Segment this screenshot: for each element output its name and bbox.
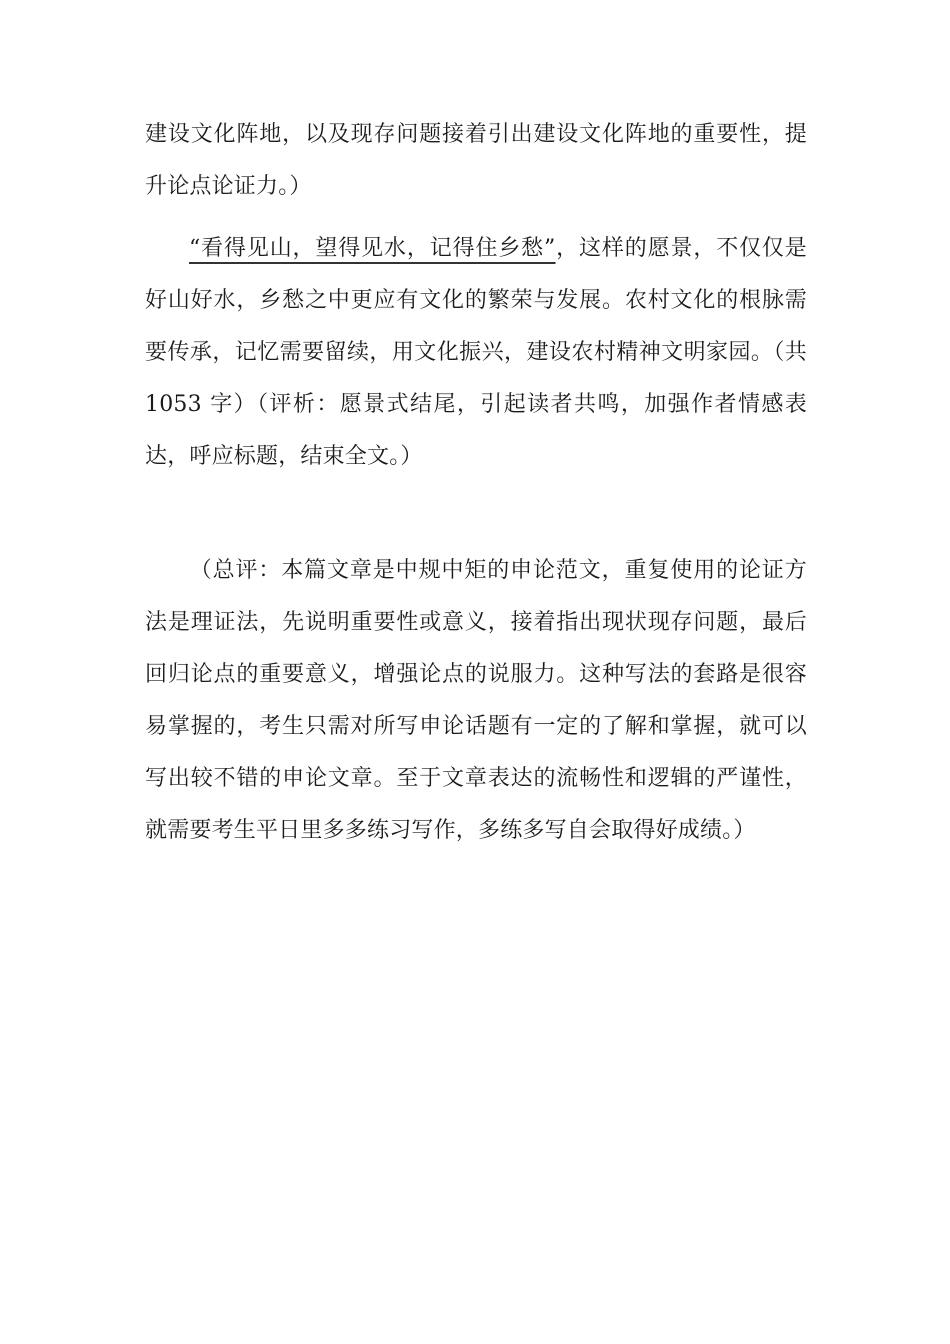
paragraph-overall-comment bbox=[145, 545, 807, 857]
paragraph-1-text: 建设文化阵地，以及现存问题接着引出建设文化阵地的重要性，提升论点论证力。） bbox=[145, 122, 807, 199]
paragraph-2-text: ，这样的愿景，不仅仅是好山好水，乡愁之中更应有文化的繁荣与发展。农村文化的根脉需要传承，记忆需要留续，用文化振兴，建设农村精神文明家园。（共 1053 字）（评析：愿景式结尾，引起读者共鸣，加强作者情感表达，呼应标题，结束全文。） bbox=[145, 236, 807, 469]
paragraph-continuation bbox=[145, 109, 807, 213]
paragraph-3-text: （总评：本篇文章是中规中矩的申论范文，重复使用的论证方法是理证法，先说明重要性或意义，接着指出现状现存问题，最后回归论点的重要意义，增强论点的说服力。这种写法的套路是很容易掌握的，考生只需对所写申论话题有一定的了解和掌握，就可以写出较不错的申论文章。至于文章表达的流畅性和逻辑的严谨性，就需要考生平日里多多练习写作，多练多写自会取得好成绩。） bbox=[145, 558, 807, 843]
paragraph-conclusion bbox=[145, 223, 807, 483]
underlined-quote: “看得见山，望得见水，记得住乡愁” bbox=[189, 236, 556, 261]
